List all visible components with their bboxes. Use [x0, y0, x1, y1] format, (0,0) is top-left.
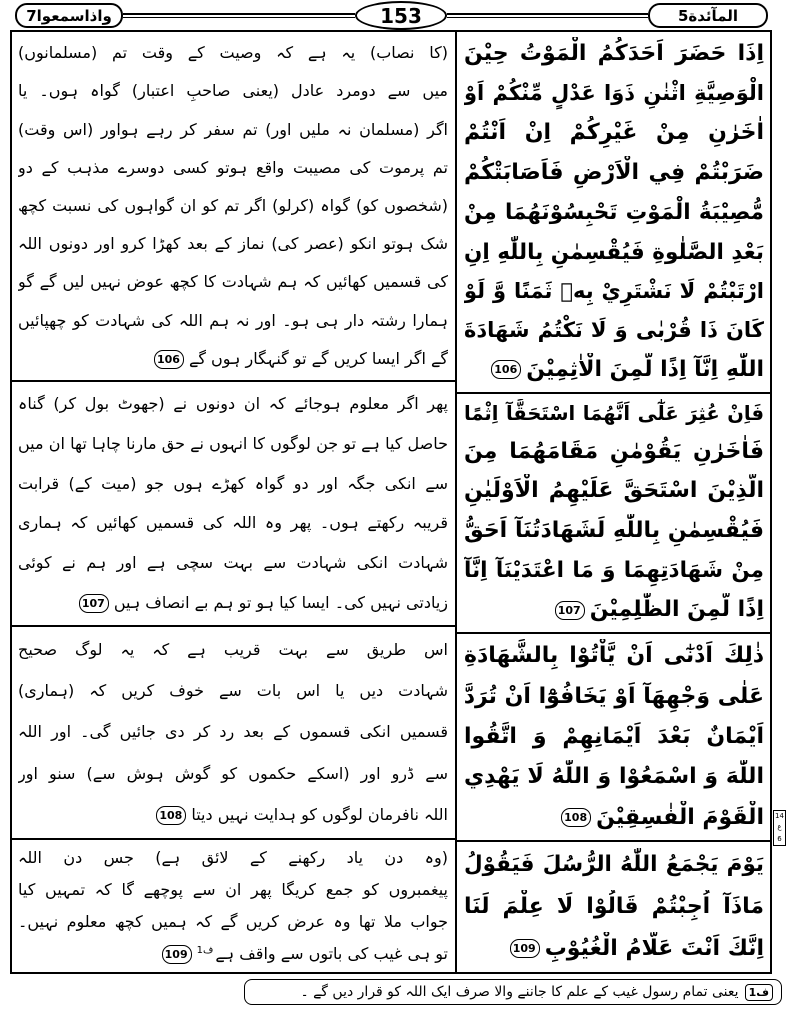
column-divider	[455, 30, 457, 974]
urdu-line	[18, 589, 448, 617]
ayah-number-marker: 108	[156, 806, 186, 825]
section-divider	[10, 380, 455, 382]
arabic-verse-text: اَيْمَانٌ بَعْدَ اَيْمَانِهِمْ وَ اتَّقُوا	[464, 723, 764, 749]
urdu-translation-text: سے ڈرو اور (اسکے حکموں کو گوش ہوش سے) سنو اور	[18, 763, 448, 783]
urdu-translation-text: ہمارا رشتہ دار ہی ہو۔ اور نہ ہم اللہ کی شہادت کو چھپائیں	[18, 310, 448, 330]
urdu-translation-text: کی قسمیں کھائیں کہ ہم شہادت کا کچھ عوض نہیں لیں گے گو	[18, 272, 448, 292]
arabic-line	[464, 236, 764, 269]
urdu-line	[18, 470, 448, 498]
urdu-translation-text: جواب ملا تھا وہ عرض کریں گے کہ ہمیں کچھ معلوم نہیں۔	[18, 912, 448, 931]
arabic-verse-text: الَّذِيْنَ اسْتَحَقَّ عَلَيْهِمُ الْاَوْلَيٰنِ	[464, 478, 764, 504]
arabic-verse-text: مَاذَآ اُجِبْتُمْ قَالُوْا لَا عِلْمَ لَنَا	[464, 893, 764, 919]
arabic-line	[464, 720, 764, 754]
arabic-section	[464, 34, 764, 390]
arabic-line	[464, 196, 764, 229]
arabic-verse-text: مِنْ شَهَادَتِهِمَا وَ مَا اعْتَدَيْنَآ اِنَّآ	[464, 558, 764, 584]
urdu-section	[18, 629, 448, 836]
arabic-verse-text: فَاِنْ عُثِرَ عَلٰٓى اَنَّهُمَا اسْتَحَقَّآ اِثْمًا	[464, 401, 764, 425]
section-divider	[457, 392, 772, 394]
urdu-line	[18, 844, 448, 872]
arabic-line	[464, 314, 764, 347]
arabic-section	[464, 844, 764, 970]
arabic-verse-text: اٰخَرٰنِ مِنْ غَيْرِكُمْ اِنْ اَنْتُمْ	[464, 119, 764, 145]
urdu-line	[18, 760, 448, 788]
urdu-translation-text: (وہ دن یاد رکھنے کے لائق ہے) جس دن اللہ	[18, 848, 448, 867]
juz-name-label: واذاسمعوا7	[15, 3, 123, 28]
urdu-section	[18, 34, 448, 378]
urdu-line	[18, 636, 448, 664]
arabic-line	[464, 593, 764, 627]
urdu-line	[18, 718, 448, 746]
arabic-line	[464, 890, 764, 924]
arabic-verse-text: كَانَ ذَا قُرْبٰى وَ لَا نَكْتُمُ شَهَادَةَ	[464, 318, 764, 343]
arabic-line	[464, 639, 764, 673]
arabic-verse-text: بَعْدِ الصَّلٰوةِ فَيُقْسِمٰنِ بِاللّٰهِ اِنِ	[464, 239, 764, 265]
urdu-translation-text: تم پرموت کی مصیبت واقع ہوتو کسی دوسرے مذہب کے دو	[18, 157, 448, 177]
ayah-number-marker: 106	[491, 360, 521, 379]
arabic-line	[464, 514, 764, 548]
urdu-section	[18, 842, 448, 970]
urdu-translation-text: شک ہوتو انکو (عصر کی) نماز کے بعد کھڑا کرو اور دونوں اللہ	[18, 234, 448, 254]
urdu-section	[18, 384, 448, 623]
urdu-translation-text: پیغمبروں کو جمع کریگا پھر ان سے پوچھے گا کہ تمہیں کیا	[18, 880, 448, 899]
urdu-line	[18, 39, 448, 67]
arabic-line	[464, 848, 764, 881]
urdu-line	[18, 876, 448, 904]
header-rule	[447, 13, 648, 15]
ayah-number-marker: 107	[555, 601, 585, 620]
urdu-line	[18, 307, 448, 335]
arabic-verse-text: اِذَا حَضَرَ اَحَدَكُمُ الْمَوْتُ حِيْنَ	[464, 41, 764, 67]
urdu-line	[18, 345, 448, 373]
urdu-translation-text: قسمیں انکی قسموں کے بعد رد کر دی جائیں گی۔ اور اللہ	[18, 722, 448, 742]
urdu-translation-text: تو ہی غیب کی باتوں سے واقف ہے	[215, 944, 448, 963]
urdu-translation-text: اللہ نافرمان لوگوں کو ہدایت نہیں دیتا	[191, 805, 448, 825]
section-divider	[457, 632, 772, 634]
ruku-marker	[773, 810, 786, 846]
arabic-verse-text: فَاٰخَرٰنِ يَقُوْمٰنِ مَقَامَهُمَا مِنَ	[464, 438, 764, 464]
arabic-line	[464, 680, 764, 714]
ayah-number-marker: 108	[561, 808, 591, 827]
page-number: 153	[355, 1, 447, 30]
urdu-translation-text: (کا نصاب) یہ ہے کہ وصیت کے وقت تم (مسلمانوں)	[18, 43, 448, 63]
footnote	[244, 979, 782, 1005]
urdu-translation-text: شہادت دیں یا اس بات سے خوف کریں کہ (ہماری)	[18, 681, 448, 701]
urdu-line	[18, 192, 448, 220]
urdu-translation-text: قریبہ رکھتے ہوں۔ پھر وہ اللہ کی قسمیں کھائیں کہ ہماری	[18, 513, 448, 533]
urdu-translation-text: سے انکی جگہ اور دو گواہ کھڑے ہوں جو (میت کے) قرابت	[18, 473, 448, 493]
header-rule	[123, 13, 355, 15]
arabic-verse-text: اللّٰهَ وَ اسْمَعُوْا وَ اللّٰهُ لَا يَهْدِي	[464, 764, 764, 790]
urdu-line	[18, 430, 448, 458]
arabic-verse-text: ذٰلِكَ اَدْنٰٓى اَنْ يَّاْتُوْا بِالشَّهَادَةِ	[464, 643, 764, 669]
urdu-line	[18, 268, 448, 296]
arabic-line	[464, 275, 764, 308]
arabic-verse-text: ضَرَبْتُمْ فِي الْاَرْضِ فَاَصَابَتْكُمْ	[464, 160, 764, 186]
arabic-line	[464, 474, 764, 508]
header-rule	[447, 17, 648, 18]
ruku-number-bottom: 6	[777, 834, 782, 843]
urdu-line	[18, 677, 448, 705]
urdu-translation-text: شہادت انکی شہادت سے بہت سچی ہے اور ہم نے کوئی	[18, 553, 448, 573]
arabic-verse-text: اِنَّكَ اَنْتَ عَلَّامُ الْغُيُوْبِ	[544, 935, 764, 961]
urdu-line	[18, 940, 448, 968]
ruku-number-top: 14	[775, 812, 784, 821]
arabic-verse-text: اللّٰهِ اِنَّآ اِذًا لَّمِنَ الْاٰثِمِيْنَ	[526, 356, 764, 382]
arabic-verse-text: اِذًا لَّمِنَ الظّٰلِمِيْنَ	[589, 597, 764, 622]
section-divider	[457, 840, 772, 842]
footnote-text: یعنی تمام رسول غیب کے علم کا جاننے والا صرف ایک اللہ کو قرار دیں گے ۔	[300, 984, 739, 1000]
urdu-line	[18, 549, 448, 577]
ayah-number-marker: 107	[79, 594, 109, 613]
urdu-translation-text: گے اگر ایسا کریں گے تو گنہگار ہوں گے	[188, 348, 448, 368]
header-rule	[123, 17, 355, 18]
arabic-verse-text: الْقَوْمَ الْفٰسِقِيْنَ	[596, 804, 764, 830]
arabic-line	[464, 435, 764, 469]
arabic-verse-text: عَلٰى وَجْهِهَآ اَوْ يَخَافُوْٓا اَنْ تُرَدَّ	[464, 683, 764, 709]
arabic-line	[464, 760, 764, 794]
urdu-translation-text: زیادتی نہیں کی۔ ایسا کیا ہو تو ہم بے انصاف ہیں	[113, 593, 448, 613]
arabic-line	[464, 554, 764, 587]
urdu-translation-text: حاصل کیا ہے تو جن لوگوں کا انہوں نے حق مارنا چاہا تھا ان میں	[18, 433, 448, 453]
arabic-line	[464, 353, 764, 387]
urdu-line	[18, 154, 448, 182]
urdu-translation-text: اس طریق سے بہت قریب ہے کہ یہ لوگ صحیح	[18, 639, 448, 659]
arabic-section	[464, 636, 764, 838]
urdu-line	[18, 801, 448, 829]
urdu-translation-text: (شخصوں کو) گواہ (کرلو) اگر تم کو ان گواہوں کی نسبت کچھ	[18, 195, 448, 215]
urdu-line	[18, 908, 448, 936]
footnote-marker: ف1	[196, 944, 214, 956]
urdu-line	[18, 230, 448, 258]
ruku-symbol: ع	[777, 823, 782, 832]
urdu-translation-text: اگر (مسلمان نہ ملیں اور) تم سفر کر رہے ہواور (اس وقت)	[18, 119, 448, 139]
arabic-verse-text: مُّصِيْبَةُ الْمَوْتِ تَحْبِسُوْنَهُمَا مِنْ	[464, 200, 764, 226]
arabic-line	[464, 156, 764, 190]
arabic-line	[464, 399, 764, 429]
section-divider	[10, 838, 455, 840]
section-divider	[10, 625, 455, 627]
urdu-line	[18, 390, 448, 418]
arabic-verse-text: الْوَصِيَّةِ اثْنٰنِ ذَوَا عَدْلٍ مِّنْكُمْ اَوْ	[464, 81, 764, 106]
arabic-verse-text: يَوْمَ يَجْمَعُ اللّٰهُ الرُّسُلَ فَيَقُوْلُ	[464, 852, 764, 878]
surah-name-label: المآئدة5	[648, 3, 768, 28]
ayah-number-marker: 106	[154, 350, 184, 369]
arabic-verse-text: ارْتَبْتُمْ لَا نَشْتَرِيْ بِهٖ ثَمَنًا وَّ لَوْ	[464, 279, 764, 304]
arabic-verse-text: فَيُقْسِمٰنِ بِاللّٰهِ لَشَهَادَتُنَآ اَحَقُّ	[464, 518, 764, 544]
arabic-line	[464, 37, 764, 71]
urdu-line	[18, 116, 448, 144]
urdu-line	[18, 509, 448, 537]
arabic-line	[464, 801, 764, 835]
arabic-line	[464, 116, 764, 150]
ayah-number-marker: 109	[510, 939, 540, 958]
urdu-line	[18, 77, 448, 105]
arabic-line	[464, 932, 764, 966]
arabic-line	[464, 77, 764, 110]
footnote-marker: ف1	[745, 984, 773, 1001]
ayah-number-marker: 109	[162, 945, 192, 964]
urdu-translation-text: میں سے دومرد عادل (یعنی صاحبِ اعتبار) گواہ ہوں۔ یا	[18, 81, 448, 101]
arabic-section	[464, 396, 764, 630]
urdu-translation-text: پھر اگر معلوم ہوجائے کہ ان دونوں نے (جھوٹ بول کر) گناہ	[18, 393, 448, 413]
